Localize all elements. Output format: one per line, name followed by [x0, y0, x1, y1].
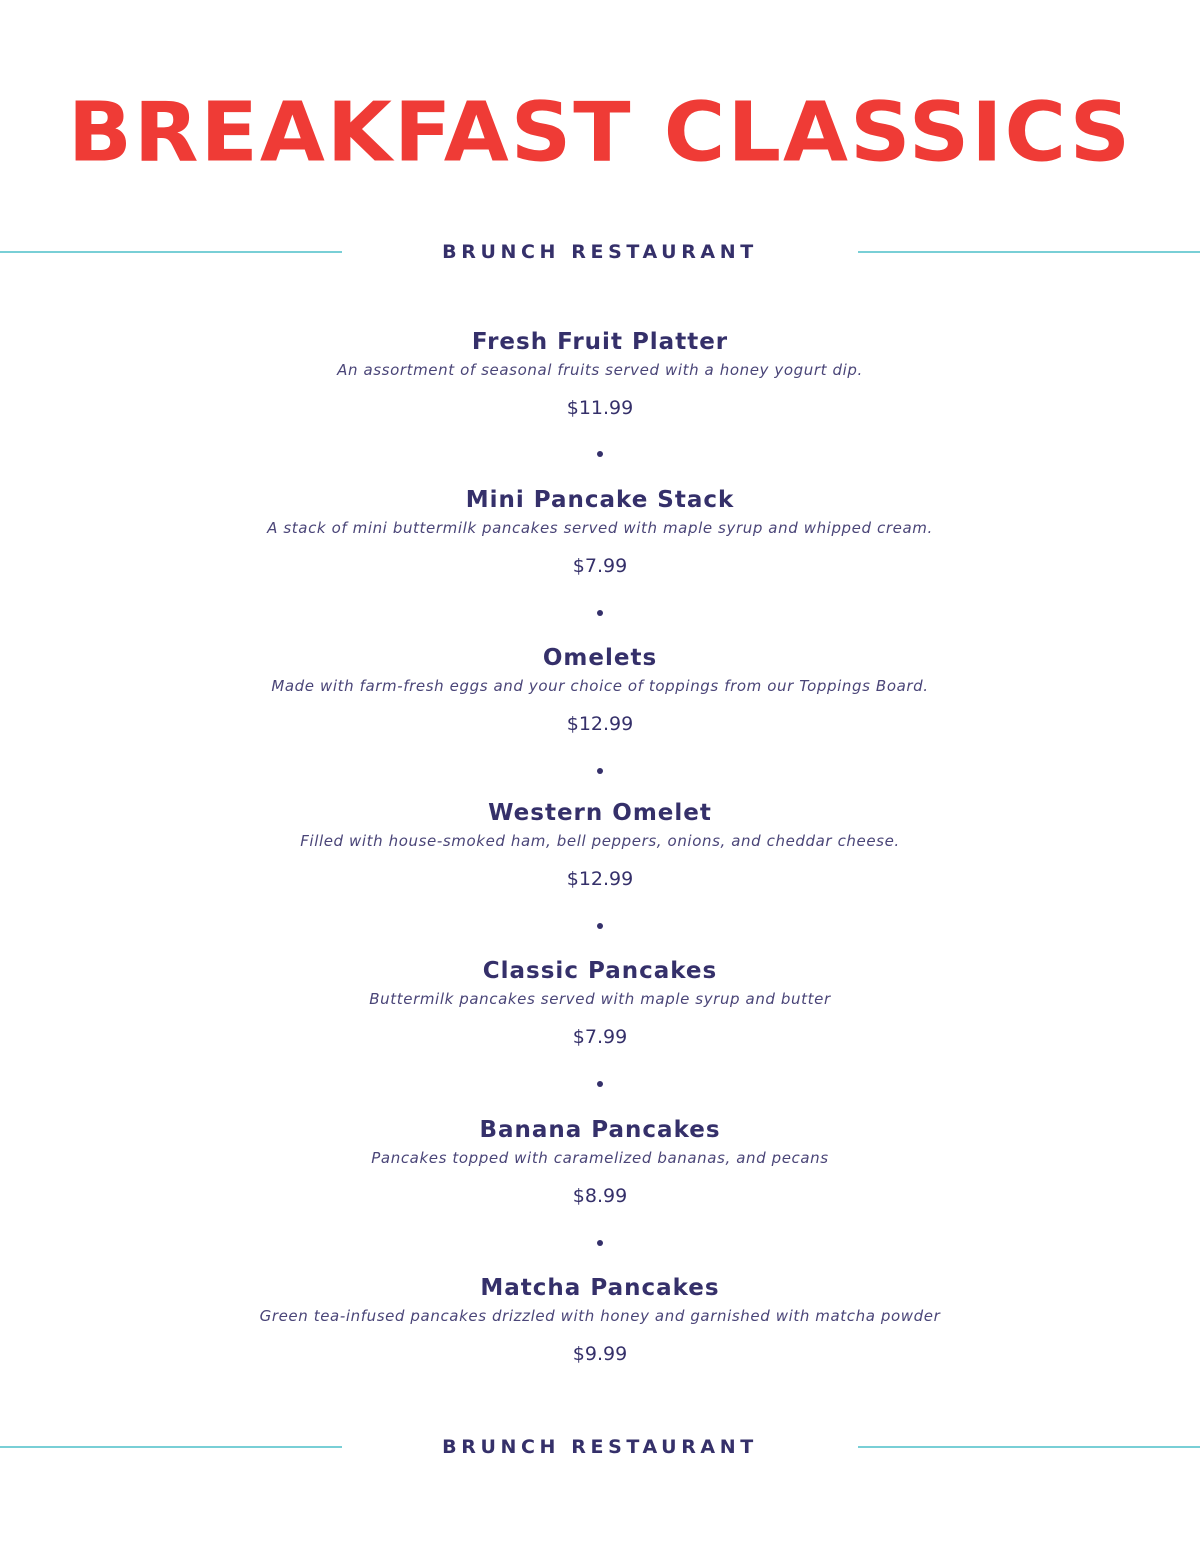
item-name: Omelets: [542, 645, 658, 671]
divider-right: [858, 251, 1200, 253]
item-description: Filled with house-smoked ham, bell peppers, onions, and cheddar cheese.: [300, 832, 900, 850]
item-price: $9.99: [572, 1343, 628, 1365]
item-price: $12.99: [566, 713, 634, 735]
menu-item: [0, 1268, 1200, 1368]
menu-item: [0, 1110, 1200, 1210]
item-price: $11.99: [566, 397, 634, 419]
item-name: Matcha Pancakes: [480, 1275, 720, 1301]
footer-band: [0, 1432, 1200, 1462]
item-price: $8.99: [572, 1185, 628, 1207]
item-description: An assortment of seasonal fruits served with a honey yogurt dip.: [337, 361, 863, 379]
menu-item: [0, 638, 1200, 738]
menu-title: BREAKFAST CLASSICS: [67, 83, 1133, 181]
restaurant-footer: BRUNCH RESTAURANT: [442, 1436, 758, 1458]
item-name: Banana Pancakes: [479, 1117, 721, 1143]
separator-dot: [597, 923, 603, 929]
separator-dot: [597, 610, 603, 616]
item-description: Buttermilk pancakes served with maple syrup and butter: [369, 990, 831, 1008]
separator-dot: [597, 768, 603, 774]
separator-dot: [597, 451, 603, 457]
item-price: $7.99: [572, 555, 628, 577]
item-description: Made with farm-fresh eggs and your choice of toppings from our Toppings Board.: [271, 677, 929, 695]
item-name: Mini Pancake Stack: [465, 487, 735, 513]
item-price: $12.99: [566, 868, 634, 890]
item-name: Western Omelet: [488, 800, 712, 826]
divider-right: [858, 1446, 1200, 1448]
menu-item: [0, 951, 1200, 1051]
separator-dot: [597, 1081, 603, 1087]
item-price: $7.99: [572, 1026, 628, 1048]
item-name: Fresh Fruit Platter: [471, 329, 729, 355]
item-description: Pancakes topped with caramelized bananas, and pecans: [371, 1149, 829, 1167]
menu-item: [0, 480, 1200, 580]
menu-item: [0, 793, 1200, 893]
menu-item: [0, 322, 1200, 422]
item-description: A stack of mini buttermilk pancakes served with maple syrup and whipped cream.: [267, 519, 933, 537]
subtitle-band: [0, 237, 1200, 267]
item-description: Green tea-infused pancakes drizzled with honey and garnished with matcha powder: [259, 1307, 941, 1325]
item-name: Classic Pancakes: [482, 958, 718, 984]
separator-dot: [597, 1240, 603, 1246]
restaurant-subtitle: BRUNCH RESTAURANT: [442, 241, 758, 263]
